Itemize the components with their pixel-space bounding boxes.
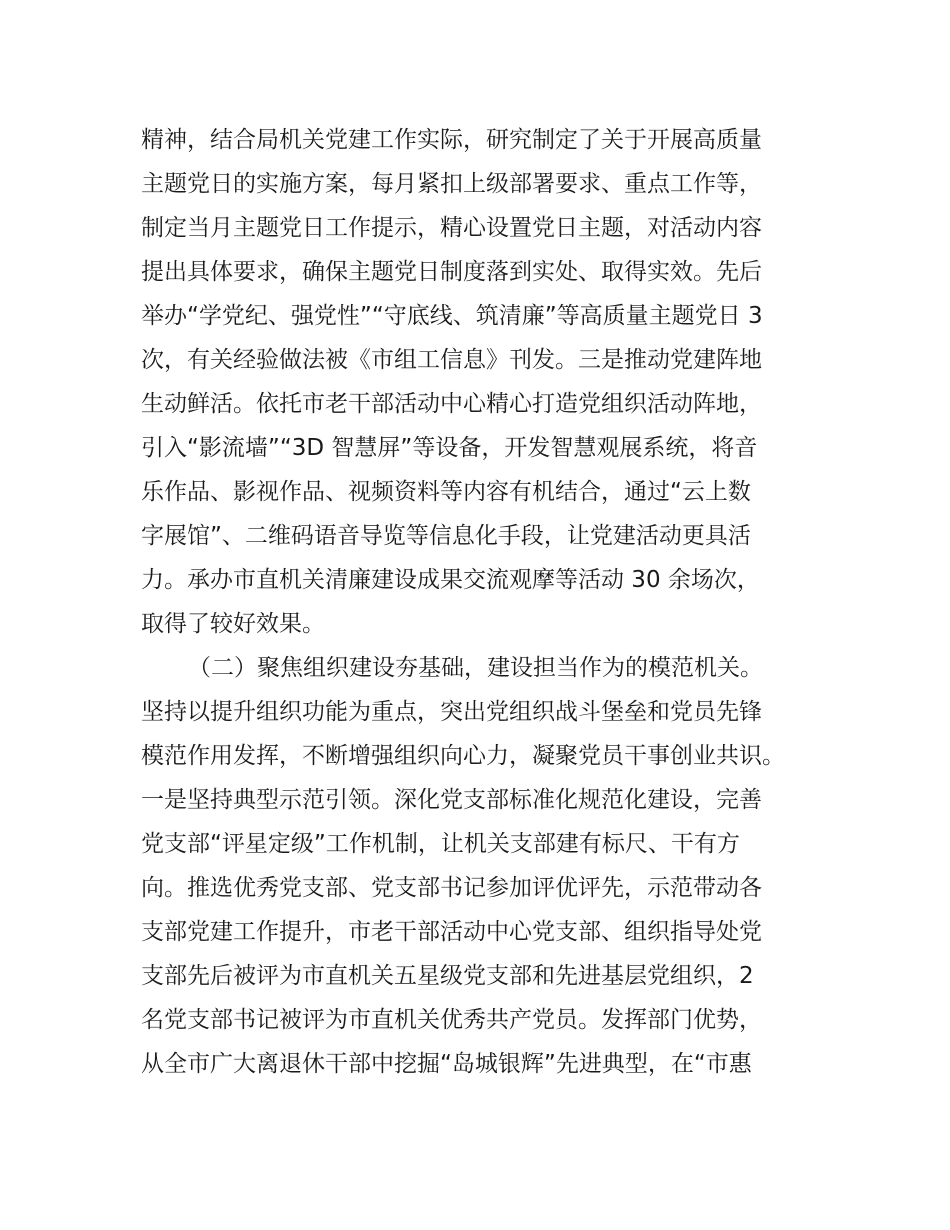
text-line: 从全市广大离退休干部中挖掘“岛城银辉”先进典型，在“市惠 [141, 1051, 752, 1077]
text-line: 生动鲜活。依托市老干部活动中心精心打造党组织活动阵地， [141, 391, 762, 417]
text-line: 一是坚持典型示范引领。深化党支部标准化规范化建设，完善 [141, 787, 762, 813]
section-heading-line: （二）聚焦组织建设夯基础，建设担当作为的模范机关。 [188, 655, 763, 681]
text-line: 举办“学党纪、强党性”“守底线、筑清廉”等高质量主题党日 3 [141, 303, 763, 329]
text-line: 力。承办市直机关清廉建设成果交流观摩等活动 30 余场次， [141, 567, 760, 593]
text-line: 向。推选优秀党支部、党支部书记参加评优评先，示范带动各 [141, 875, 762, 901]
text-line: 乐作品、影视作品、视频资料等内容有机结合，通过“云上数 [141, 479, 751, 505]
text-line: 模范作用发挥，不断增强组织向心力，凝聚党员干事创业共识。 [141, 743, 785, 769]
text-line: 制定当月主题党日工作提示，精心设置党日主题，对活动内容 [141, 215, 762, 241]
text-line: 名党支部书记被评为市直机关优秀共产党员。发挥部门优势， [141, 1007, 762, 1033]
text-line: 坚持以提升组织功能为重点，突出党组织战斗堡垒和党员先锋 [141, 699, 762, 725]
text-line: 支部党建工作提升，市老干部活动中心党支部、组织指导处党 [141, 919, 762, 945]
text-line: 引入“影流墙”“3D 智慧屏”等设备，开发智慧观展系统，将音 [141, 435, 758, 461]
text-line: 字展馆”、二维码语音导览等信息化手段，让党建活动更具活 [141, 523, 751, 549]
text-line: 党支部“评星定级”工作机制，让机关支部建有标尺、干有方 [141, 831, 740, 857]
text-line: 次，有关经验做法被《市组工信息》刊发。三是推动党建阵地 [141, 347, 762, 373]
document-body [0, 118, 950, 1086]
text-line: 精神，结合局机关党建工作实际，研究制定了关于开展高质量 [141, 127, 762, 153]
text-line: 取得了较好效果。 [141, 611, 325, 637]
text-line: 主题党日的实施方案，每月紧扣上级部署要求、重点工作等， [141, 171, 762, 197]
text-line: 提出具体要求，确保主题党日制度落到实处、取得实效。先后 [141, 259, 762, 285]
text-line: 支部先后被评为市直机关五星级党支部和先进基层党组织，2 [141, 963, 754, 989]
